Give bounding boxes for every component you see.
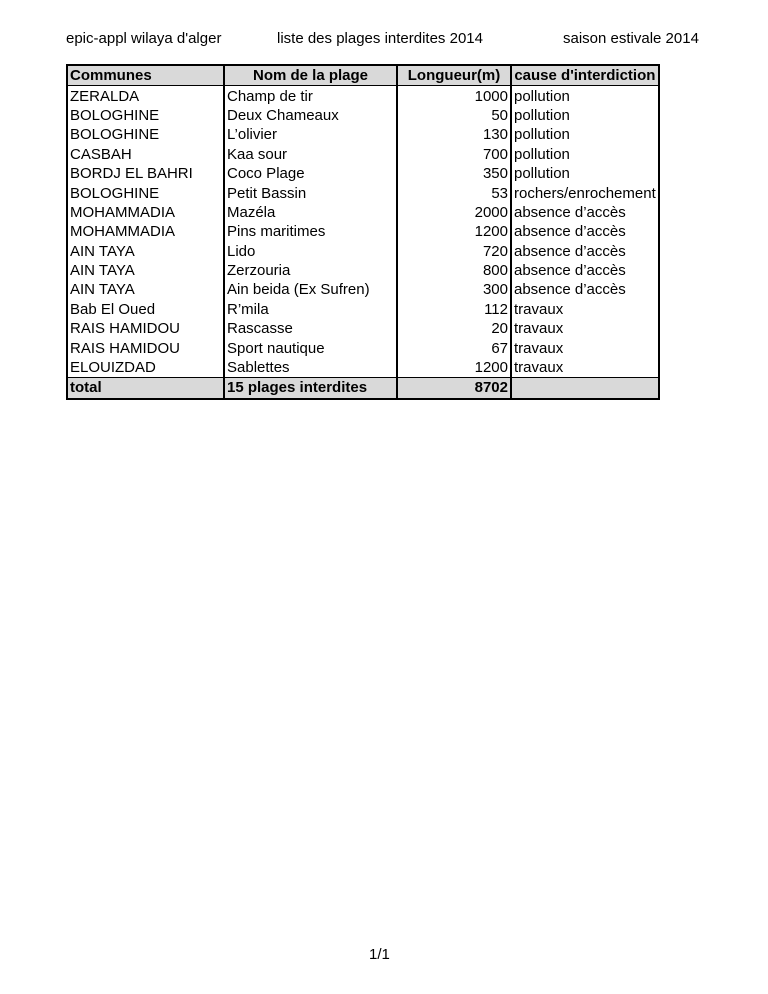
total-length: 8702: [397, 378, 511, 399]
cause-cell: travaux: [511, 338, 659, 357]
table-row: [67, 338, 659, 357]
longueur-cell: 800: [397, 261, 511, 280]
longueur-cell: 720: [397, 242, 511, 261]
table-row: [67, 86, 659, 106]
table-header-row: [67, 65, 659, 86]
table-row: [67, 183, 659, 202]
longueur-cell: 2000: [397, 203, 511, 222]
plage-cell: Coco Plage: [224, 164, 397, 183]
table-row: [67, 106, 659, 125]
plage-cell: Ain beida (Ex Sufren): [224, 280, 397, 299]
plage-cell: Kaa sour: [224, 145, 397, 164]
table-row: [67, 203, 659, 222]
column-header-longueur: Longueur(m): [397, 65, 511, 86]
cause-cell: pollution: [511, 86, 659, 106]
total-cause: [511, 378, 659, 399]
page-number: 1/1: [369, 946, 390, 963]
longueur-cell: 1200: [397, 222, 511, 241]
cause-cell: pollution: [511, 106, 659, 125]
commune-cell: AIN TAYA: [67, 280, 224, 299]
commune-cell: RAIS HAMIDOU: [67, 319, 224, 338]
longueur-cell: 350: [397, 164, 511, 183]
table-row: [67, 280, 659, 299]
column-header-cause: cause d'interdiction: [511, 65, 659, 86]
plage-cell: Champ de tir: [224, 86, 397, 106]
header-center-title: liste des plages interdites 2014: [277, 30, 483, 47]
commune-cell: BOLOGHINE: [67, 106, 224, 125]
table-row: [67, 242, 659, 261]
table-row: [67, 145, 659, 164]
table-row: [67, 164, 659, 183]
plage-cell: Mazéla: [224, 203, 397, 222]
commune-cell: AIN TAYA: [67, 242, 224, 261]
longueur-cell: 112: [397, 300, 511, 319]
commune-cell: RAIS HAMIDOU: [67, 338, 224, 357]
longueur-cell: 67: [397, 338, 511, 357]
longueur-cell: 300: [397, 280, 511, 299]
plage-cell: Lido: [224, 242, 397, 261]
cause-cell: absence d’accès: [511, 280, 659, 299]
plage-cell: Rascasse: [224, 319, 397, 338]
table-row: [67, 358, 659, 378]
plage-cell: Zerzouria: [224, 261, 397, 280]
plage-cell: Deux Chameaux: [224, 106, 397, 125]
cause-cell: pollution: [511, 164, 659, 183]
plage-cell: Petit Bassin: [224, 183, 397, 202]
longueur-cell: 130: [397, 125, 511, 144]
longueur-cell: 53: [397, 183, 511, 202]
plage-cell: Pins maritimes: [224, 222, 397, 241]
longueur-cell: 1200: [397, 358, 511, 378]
plage-cell: L’olivier: [224, 125, 397, 144]
longueur-cell: 1000: [397, 86, 511, 106]
commune-cell: Bab El Oued: [67, 300, 224, 319]
longueur-cell: 50: [397, 106, 511, 125]
commune-cell: CASBAH: [67, 145, 224, 164]
column-header-communes: Communes: [67, 65, 224, 86]
cause-cell: absence d’accès: [511, 203, 659, 222]
cause-cell: rochers/enrochement: [511, 183, 659, 202]
cause-cell: absence d’accès: [511, 222, 659, 241]
longueur-cell: 700: [397, 145, 511, 164]
cause-cell: travaux: [511, 319, 659, 338]
commune-cell: MOHAMMADIA: [67, 203, 224, 222]
plage-cell: Sport nautique: [224, 338, 397, 357]
header-right-title: saison estivale 2014: [563, 30, 699, 47]
commune-cell: BOLOGHINE: [67, 183, 224, 202]
total-count: 15 plages interdites: [224, 378, 397, 399]
commune-cell: AIN TAYA: [67, 261, 224, 280]
commune-cell: ELOUIZDAD: [67, 358, 224, 378]
cause-cell: travaux: [511, 300, 659, 319]
commune-cell: ZERALDA: [67, 86, 224, 106]
total-row: [67, 378, 659, 399]
table-row: [67, 261, 659, 280]
table-row: [67, 300, 659, 319]
column-header-plage: Nom de la plage: [224, 65, 397, 86]
table-row: [67, 319, 659, 338]
cause-cell: pollution: [511, 125, 659, 144]
header-left-title: epic-appl wilaya d'alger: [66, 30, 222, 47]
plage-cell: R’mila: [224, 300, 397, 319]
commune-cell: MOHAMMADIA: [67, 222, 224, 241]
cause-cell: absence d’accès: [511, 261, 659, 280]
cause-cell: pollution: [511, 145, 659, 164]
cause-cell: absence d’accès: [511, 242, 659, 261]
cause-cell: travaux: [511, 358, 659, 378]
longueur-cell: 20: [397, 319, 511, 338]
plage-cell: Sablettes: [224, 358, 397, 378]
table-row: [67, 125, 659, 144]
beaches-table: [66, 64, 660, 400]
table-row: [67, 222, 659, 241]
commune-cell: BOLOGHINE: [67, 125, 224, 144]
commune-cell: BORDJ EL BAHRI: [67, 164, 224, 183]
total-label: total: [67, 378, 224, 399]
